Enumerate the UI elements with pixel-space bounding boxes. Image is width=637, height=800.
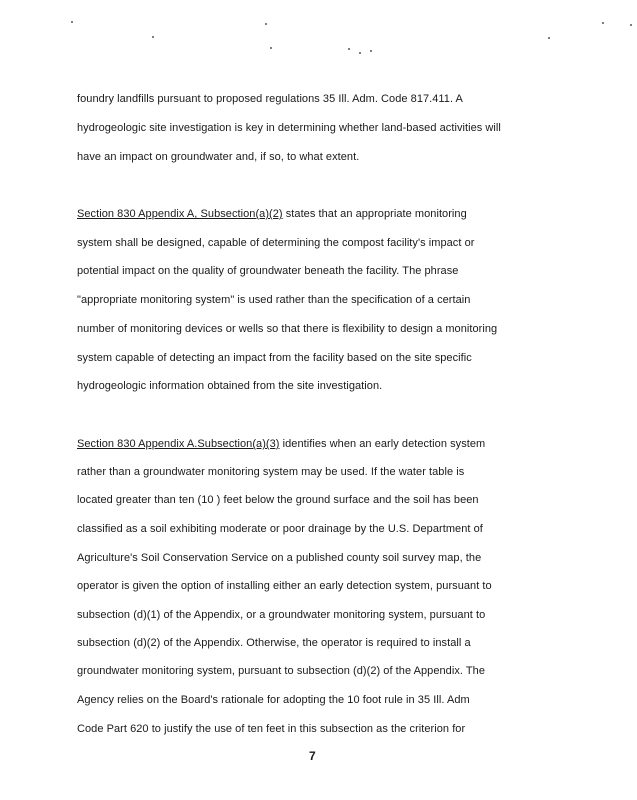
scan-speck [152, 36, 154, 38]
text-line: hydrogeologic information obtained from the site investigation. [77, 380, 383, 392]
scan-speck [359, 52, 361, 54]
text-line: subsection (d)(2) of the Appendix. Otherwise, the operator is required to install a [77, 637, 471, 649]
scan-speck [602, 22, 604, 24]
page-number: 7 [309, 749, 316, 763]
text-line [77, 437, 485, 451]
text-line: Agency relies on the Board's rationale for adopting the 10 foot rule in 35 Ill. Adm [77, 694, 470, 706]
scan-speck [370, 50, 372, 52]
text-line: system capable of detecting an impact from the facility based on the site specific [77, 352, 472, 364]
text-line: rather than a groundwater monitoring system may be used. If the water table is [77, 466, 465, 478]
text-line: system shall be designed, capable of determining the compost facility's impact or [77, 237, 475, 249]
text-line: subsection (d)(1) of the Appendix, or a groundwater monitoring system, pursuant to [77, 609, 486, 621]
text-line: have an impact on groundwater and, if so, to what extent. [77, 151, 360, 163]
text-line: potential impact on the quality of groundwater beneath the facility. The phrase [77, 265, 459, 277]
scan-speck [548, 37, 550, 39]
text-line: located greater than ten (10 ) feet below the ground surface and the soil has been [77, 494, 479, 506]
scan-speck [348, 48, 350, 50]
text-line: groundwater monitoring system, pursuant to subsection (d)(2) of the Appendix. The [77, 665, 486, 677]
text-line: classified as a soil exhibiting moderate or poor drainage by the U.S. Department of [77, 523, 483, 535]
text-fragment: identifies when an early detection system [279, 438, 486, 450]
scan-speck [630, 24, 632, 26]
text-line: hydrogeologic site investigation is key in determining whether land-based activities will [77, 122, 501, 134]
text-fragment: states that an appropriate monitoring [282, 208, 467, 220]
section-citation: Section 830 Appendix A, Subsection(a)(2) [77, 208, 283, 220]
section-citation: Section 830 Appendix A.Subsection(a)(3) [77, 438, 280, 450]
text-line: Agriculture's Soil Conservation Service on a published county soil survey map, the [77, 552, 482, 564]
text-line [77, 207, 467, 221]
text-line: "appropriate monitoring system" is used rather than the specification of a certain [77, 294, 471, 306]
scan-speck [270, 47, 272, 49]
scan-speck [265, 23, 267, 25]
text-line: number of monitoring devices or wells so that there is flexibility to design a monitoring [77, 323, 498, 335]
text-line: operator is given the option of installing either an early detection system, pursuant to [77, 580, 492, 592]
text-line: foundry landfills pursuant to proposed regulations 35 Ill. Adm. Code 817.411. A [77, 93, 463, 105]
text-line: Code Part 620 to justify the use of ten feet in this subsection as the criterion for [77, 723, 466, 735]
scan-speck [71, 21, 73, 23]
